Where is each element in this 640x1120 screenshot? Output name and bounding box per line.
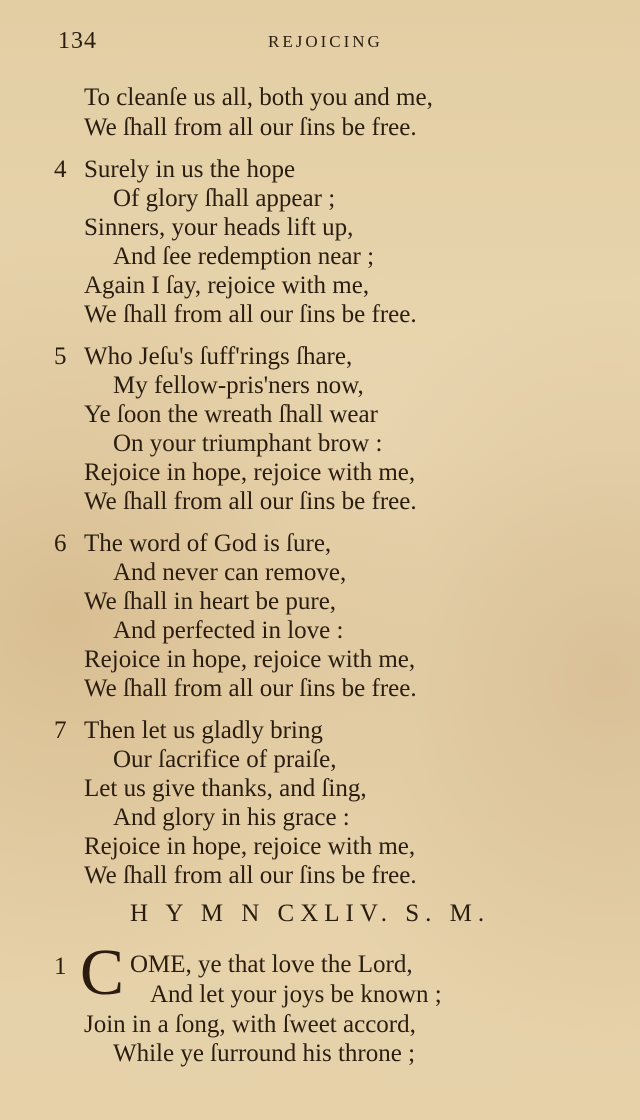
verse-line: Ye ſoon the wreath ſhall wear [84, 401, 378, 428]
verse-line: Who Jeſu's ſuff'rings ſhare, [84, 343, 353, 370]
verse-line: Rejoice in hope, rejoice with me, [84, 459, 416, 486]
verse-line: While ye ſurround his throne ; [113, 1040, 416, 1067]
verse-line: And perfected in love : [113, 617, 344, 644]
verse-line: Then let us gladly bring [84, 717, 323, 744]
verse-line: Sinners, your heads lift up, [84, 214, 354, 241]
verse-number: 6 [54, 530, 67, 557]
verse-line: Rejoice in hope, rejoice with me, [84, 646, 416, 673]
verse-line: Of glory ſhall appear ; [113, 185, 336, 212]
verse-line: Again I ſay, rejoice with me, [84, 272, 370, 299]
verse-line: Our ſacrifice of praiſe, [113, 746, 337, 773]
verse-line: We ſhall in heart be pure, [84, 588, 337, 615]
verse-number: 7 [54, 717, 67, 744]
verse-line: Surely in us the hope [84, 156, 296, 183]
verse-line: And never can remove, [113, 559, 347, 586]
verse-line: On your triumphant brow : [113, 430, 383, 457]
verse-line: We ſhall from all our ſins be free. [84, 862, 417, 889]
verse-line: We ſhall from all our ſins be free. [84, 301, 417, 328]
verse-line: We ſhall from all our ſins be free. [84, 488, 417, 515]
verse-line: Rejoice in hope, rejoice with me, [84, 833, 416, 860]
verse-line: And ſee redemption near ; [113, 243, 375, 270]
drop-cap: C [80, 936, 125, 1009]
verse-line: OME, ye that love the Lord, [130, 951, 413, 978]
hymn-heading: H Y M N CXLIV. S. M. [130, 900, 491, 927]
verse-line: Join in a ſong, with ſweet accord, [84, 1011, 416, 1038]
verse-line: And let your joys be known ; [150, 981, 442, 1008]
page-header [0, 28, 640, 58]
running-title: REJOICING [268, 32, 383, 51]
verse-line: To cleanſe us all, both you and me, [84, 84, 433, 111]
verse-number: 5 [54, 343, 67, 370]
verse-line: Let us give thanks, and ſing, [84, 775, 367, 802]
verse-line: We ſhall from all our ſins be free. [84, 114, 417, 141]
verse-line: The word of God is ſure, [84, 530, 332, 557]
verse-line: My fellow-pris'ners now, [113, 372, 364, 399]
verse-line: We ſhall from all our ſins be free. [84, 675, 417, 702]
verse-number: 4 [54, 156, 67, 183]
verse-line: And glory in his grace : [113, 804, 350, 831]
page-number: 134 [58, 28, 97, 54]
verse-number: 1 [54, 953, 67, 980]
